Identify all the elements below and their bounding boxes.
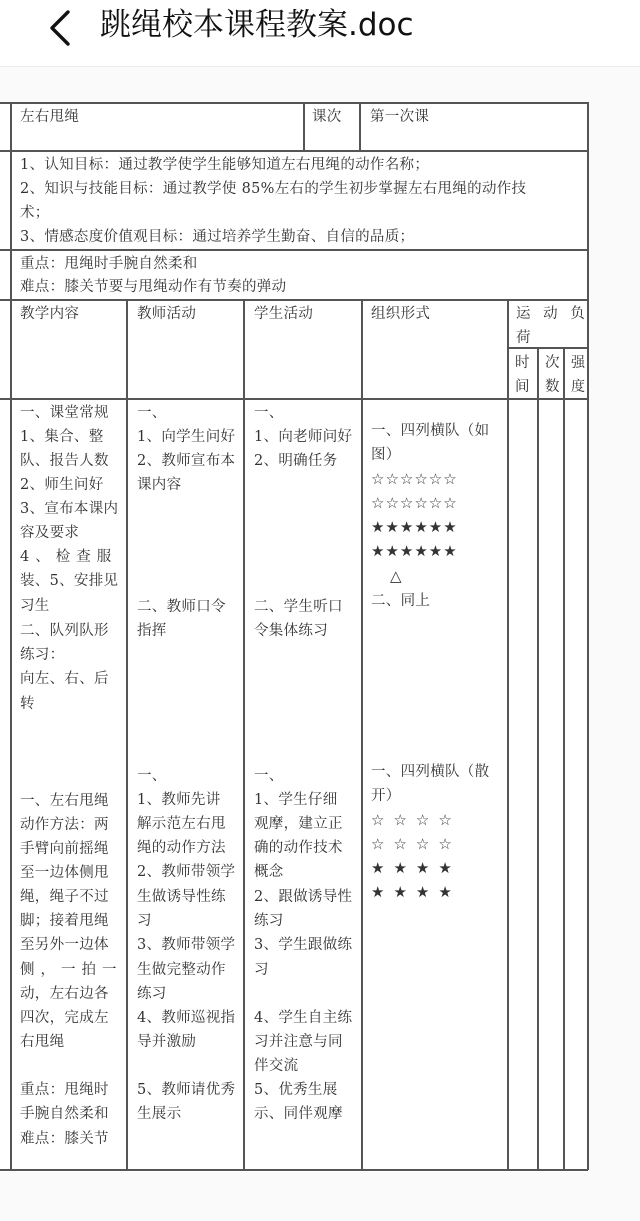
- student-line: 概念: [254, 864, 284, 880]
- teacher-line: 一、: [137, 405, 167, 421]
- organization-line: 二、同上: [371, 593, 431, 609]
- content-line: 右甩绳: [20, 1034, 65, 1050]
- content-line: 练习：: [20, 647, 65, 663]
- formation-row-hollow-stars: ☆☆☆☆: [371, 811, 461, 829]
- content-line: 脚；接着甩绳: [20, 913, 109, 929]
- column-header-student: 学生活动: [254, 306, 314, 322]
- column-header-content: 教学内容: [20, 306, 80, 322]
- content-line: 一、左右甩绳: [20, 793, 109, 809]
- content-line: 1、集合、整: [20, 429, 104, 445]
- student-line: 2、跟做诱导性: [254, 889, 353, 905]
- table-border-bottom: [0, 1169, 588, 1171]
- teacher-line: 生展示: [137, 1106, 182, 1122]
- formation-row-hollow-stars: ☆☆☆☆: [371, 835, 461, 853]
- teacher-line: 5、教师请优秀: [137, 1082, 236, 1098]
- table-rule: [563, 347, 565, 1170]
- formation-row-solid-stars: ★★★★: [371, 859, 461, 877]
- content-line: 重点：甩绳时: [20, 1082, 109, 1098]
- column-header-count: 数: [545, 379, 560, 395]
- teacher-line: 习: [137, 913, 152, 929]
- objective-line: 1、认知目标：通过教学使学生能够知道左右甩绳的动作名称；: [20, 157, 430, 173]
- teacher-line: 指挥: [137, 623, 167, 639]
- column-header-intensity: 强: [571, 355, 586, 371]
- content-line: 动，左右边各: [20, 986, 109, 1002]
- content-line: 习生: [20, 598, 50, 614]
- content-line: 手腕自然柔和: [20, 1106, 109, 1122]
- table-border-top: [0, 102, 588, 104]
- organization-line: 图）: [371, 447, 401, 463]
- difficulty-point: 难点：膝关节要与甩绳动作有节奏的弹动: [20, 279, 287, 295]
- column-header-load: 荷: [516, 330, 531, 346]
- session-label: 课次: [312, 109, 342, 125]
- formation-row-solid-stars: ★★★★★★: [371, 518, 458, 536]
- content-line: 难点：膝关节: [20, 1131, 109, 1147]
- column-header-intensity: 度: [571, 379, 586, 395]
- column-header-load: 运 动 负: [516, 306, 589, 322]
- table-rule: [361, 299, 363, 1170]
- teacher-line: 生做诱导性练: [137, 889, 226, 905]
- teacher-line: 课内容: [137, 477, 182, 493]
- organization-line: 一、四列横队（如: [371, 423, 490, 439]
- teacher-line: 2、教师宣布本: [137, 453, 236, 469]
- objective-line: 术；: [20, 205, 50, 221]
- student-line: 令集体练习: [254, 623, 328, 639]
- table-rule: [243, 299, 245, 1170]
- table-rule: [359, 102, 361, 150]
- student-line: 1、向老师问好: [254, 429, 353, 445]
- formation-row-solid-stars: ★★★★★★: [371, 542, 458, 560]
- column-header-time: 时: [515, 355, 530, 371]
- top-bar: [0, 0, 640, 67]
- teacher-line: 一、: [137, 768, 167, 784]
- content-line: 装、5、安排见: [20, 573, 119, 589]
- table-rule: [537, 347, 539, 1170]
- teacher-position-triangle-icon: △: [390, 567, 403, 585]
- teacher-line: 2、教师带领学: [137, 864, 236, 880]
- document-title: 跳绳校本课程教案.doc: [100, 7, 414, 43]
- formation-row-solid-stars: ★★★★: [371, 883, 461, 901]
- table-rule: [303, 102, 305, 150]
- student-line: 一、: [254, 405, 284, 421]
- session-value: 第一次课: [370, 109, 430, 125]
- content-line: 手臂向前摇绳: [20, 841, 109, 857]
- back-arrow-icon[interactable]: [42, 8, 82, 48]
- teacher-line: 生做完整动作: [137, 962, 226, 978]
- content-line: 2、师生问好: [20, 477, 104, 493]
- column-header-teacher: 教师活动: [137, 306, 197, 322]
- content-line: 侧，一拍一: [20, 962, 123, 978]
- student-line: 确的动作技术: [254, 840, 343, 856]
- teacher-line: 1、向学生问好: [137, 429, 236, 445]
- content-line: 3、宣布本课内: [20, 501, 119, 517]
- key-point: 重点：甩绳时手腕自然柔和: [20, 256, 198, 272]
- organization-line: 开）: [371, 788, 401, 804]
- teacher-line: 4、教师巡视指: [137, 1010, 236, 1026]
- column-header-count: 次: [545, 355, 560, 371]
- content-line: 至一边体侧甩: [20, 865, 109, 881]
- content-line: 四次，完成左: [20, 1010, 109, 1026]
- teacher-line: 二、教师口令: [137, 599, 226, 615]
- content-line: 4、检查服: [20, 549, 118, 565]
- objective-line: 2、知识与技能目标：通过教学使 85%左右的学生初步掌握左右甩绳的动作技: [20, 181, 527, 197]
- organization-line: 一、四列横队（散: [371, 764, 490, 780]
- student-line: 一、: [254, 768, 284, 784]
- objective-line: 3、情感态度价值观目标：通过培养学生勤奋、自信的品质；: [20, 229, 415, 245]
- teacher-line: 练习: [137, 986, 167, 1002]
- content-line: 至另外一边体: [20, 937, 109, 953]
- student-line: 4、学生自主练: [254, 1010, 353, 1026]
- student-line: 2、明确任务: [254, 453, 338, 469]
- student-line: 5、优秀生展: [254, 1082, 338, 1098]
- lesson-topic: 左右甩绳: [20, 109, 80, 125]
- teacher-line: 导并激励: [137, 1034, 197, 1050]
- student-line: 示、同伴观摩: [254, 1106, 343, 1122]
- student-line: 3、学生跟做练: [254, 937, 353, 953]
- table-rule: [0, 150, 588, 152]
- content-line: 动作方法：两: [20, 817, 109, 833]
- student-line: 二、学生听口: [254, 599, 343, 615]
- content-line: 二、队列队形: [20, 623, 109, 639]
- student-line: 1、学生仔细: [254, 792, 338, 808]
- student-line: 伴交流: [254, 1058, 299, 1074]
- table-rule: [126, 299, 128, 1170]
- content-line: 容及要求: [20, 525, 80, 541]
- teacher-line: 解示范左右甩: [137, 816, 226, 832]
- formation-row-hollow-stars: ☆☆☆☆☆☆: [371, 494, 458, 512]
- content-line: 转: [20, 696, 35, 712]
- content-line: 队、报告人数: [20, 453, 109, 469]
- student-line: 练习: [254, 913, 284, 929]
- column-header-time: 间: [515, 379, 530, 395]
- teacher-line: 1、教师先讲: [137, 792, 221, 808]
- table-border-right: [587, 102, 589, 1170]
- table-rule: [507, 299, 509, 1170]
- student-line: 观摩，建立正: [254, 816, 343, 832]
- content-line: 一、课堂常规: [20, 405, 109, 421]
- content-line: 绳，绳子不过: [20, 889, 109, 905]
- column-header-organization: 组织形式: [371, 306, 431, 322]
- formation-row-hollow-stars: ☆☆☆☆☆☆: [371, 470, 458, 488]
- student-line: 习: [254, 962, 269, 978]
- content-line: 向左、右、后: [20, 671, 109, 687]
- teacher-line: 3、教师带领学: [137, 937, 236, 953]
- student-line: 习并注意与同: [254, 1034, 343, 1050]
- teacher-line: 绳的动作方法: [137, 840, 226, 856]
- table-rule: [0, 398, 588, 400]
- table-rule: [10, 102, 12, 1170]
